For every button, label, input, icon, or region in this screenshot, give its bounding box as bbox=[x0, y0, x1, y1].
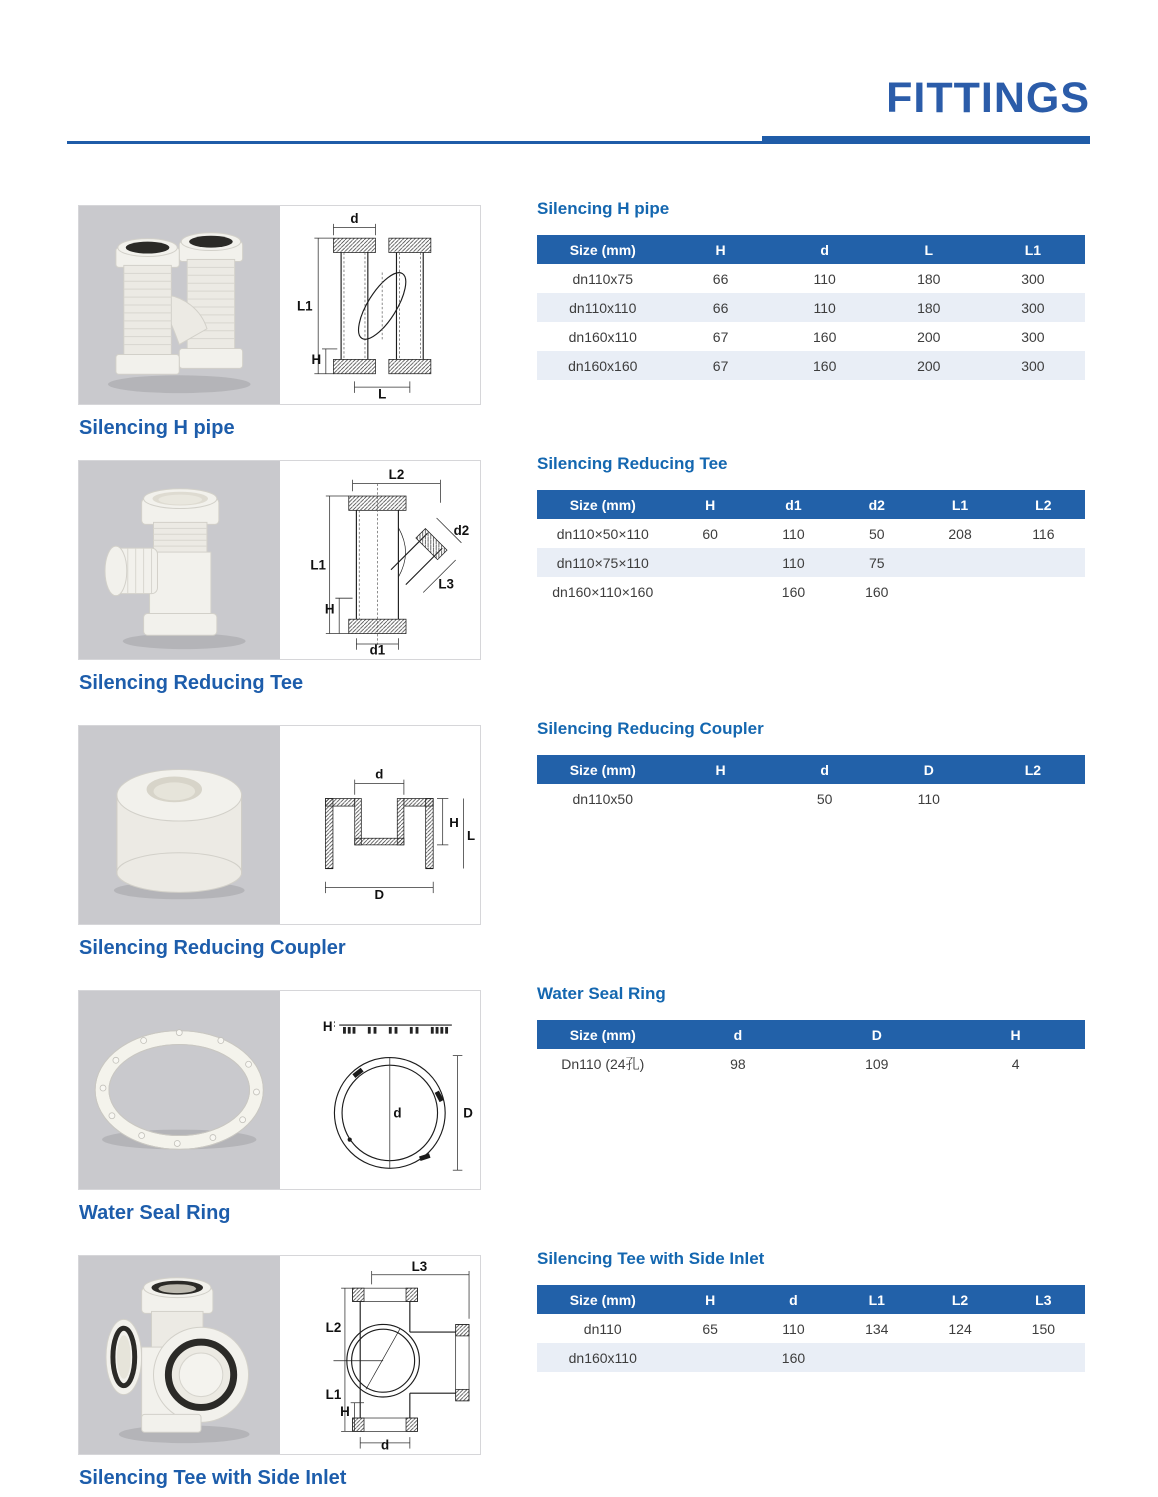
table-cell: dn110×50×110 bbox=[556, 525, 649, 542]
product-photo bbox=[79, 461, 280, 659]
coupler-photo-image bbox=[79, 726, 280, 924]
column-header: d bbox=[669, 1020, 808, 1049]
table-cell: dn110x75 bbox=[572, 270, 633, 287]
table-cell: 124 bbox=[948, 1320, 972, 1337]
table-cell: 160 bbox=[865, 583, 889, 600]
table-cell: 300 bbox=[1021, 357, 1045, 374]
product-figure bbox=[78, 990, 481, 1190]
table-cell bbox=[669, 1343, 752, 1372]
table-row bbox=[537, 322, 1085, 351]
dimension-label: L2 bbox=[325, 1320, 341, 1336]
section-title: Silencing Reducing Coupler bbox=[537, 719, 764, 738]
product-caption: Silencing Reducing Coupler bbox=[79, 937, 346, 959]
dimension-label: d bbox=[380, 1437, 389, 1453]
spec-table bbox=[537, 1020, 1085, 1078]
table-cell: 110 bbox=[782, 1320, 805, 1337]
column-header: Size (mm) bbox=[537, 755, 669, 784]
table-cell: 134 bbox=[865, 1320, 889, 1337]
column-header: Size (mm) bbox=[537, 1285, 669, 1314]
spec-table bbox=[537, 235, 1085, 380]
column-header: H bbox=[669, 1285, 752, 1314]
table-row bbox=[537, 577, 1085, 606]
table-cell: 50 bbox=[816, 790, 833, 807]
header-rule-accent bbox=[762, 136, 1090, 144]
table-row bbox=[537, 1314, 1085, 1343]
dimension-label: H bbox=[339, 1404, 350, 1420]
product-figure bbox=[78, 460, 481, 660]
table-cell: 160 bbox=[813, 328, 837, 345]
table-cell: dn110x110 bbox=[569, 299, 637, 316]
reducing-tee-photo-image bbox=[79, 461, 280, 659]
table-cell: 67 bbox=[712, 357, 729, 374]
column-header: H bbox=[946, 1020, 1085, 1049]
column-header: D bbox=[807, 1020, 946, 1049]
table-cell bbox=[835, 1343, 918, 1372]
column-header: L3 bbox=[1002, 1285, 1085, 1314]
dimension-label: L bbox=[466, 828, 475, 844]
table-cell: dn160×110×160 bbox=[552, 583, 654, 600]
column-header: L2 bbox=[918, 1285, 1001, 1314]
product-photo bbox=[79, 991, 280, 1189]
table-cell: dn160x160 bbox=[568, 357, 638, 374]
dimension-label: L3 bbox=[437, 576, 454, 592]
table-cell bbox=[1002, 577, 1085, 606]
table-cell bbox=[918, 548, 1001, 577]
table-cell: 160 bbox=[781, 1349, 806, 1366]
table-cell bbox=[918, 577, 1001, 606]
dimension-label: d bbox=[392, 1105, 402, 1121]
column-header: d2 bbox=[835, 490, 918, 519]
table-cell: 110 bbox=[782, 554, 805, 571]
tee-side-inlet-diagram bbox=[280, 1256, 481, 1454]
section-water-seal-ring bbox=[0, 984, 1158, 1240]
table-cell: 180 bbox=[917, 270, 941, 287]
dimension-label: H bbox=[324, 601, 334, 617]
tee-side-inlet-photo-image bbox=[79, 1256, 280, 1454]
table-cell: 98 bbox=[730, 1055, 746, 1072]
table-cell: 300 bbox=[1021, 270, 1045, 287]
table-row bbox=[537, 519, 1085, 548]
product-diagram bbox=[280, 206, 481, 404]
h-pipe-photo-image bbox=[79, 206, 280, 404]
table-cell bbox=[981, 784, 1085, 813]
dimension-label: d bbox=[349, 210, 359, 226]
page-title: FITTINGS bbox=[886, 74, 1090, 122]
dimension-label: D bbox=[374, 886, 384, 902]
column-header: H bbox=[669, 755, 773, 784]
section-silencing-reducing-tee bbox=[0, 454, 1158, 710]
table-row bbox=[537, 351, 1085, 380]
table-row bbox=[537, 293, 1085, 322]
product-photo bbox=[79, 206, 280, 404]
table-cell: 75 bbox=[868, 554, 885, 571]
dimension-label: L1 bbox=[325, 1386, 341, 1402]
table-cell: dn160x110 bbox=[568, 328, 637, 345]
spec-table bbox=[537, 490, 1085, 606]
table-cell: dn110x50 bbox=[572, 790, 633, 807]
dimension-label: D bbox=[462, 1105, 473, 1121]
table-cell: 67 bbox=[712, 328, 729, 345]
column-header: H bbox=[669, 235, 773, 264]
table-cell: 66 bbox=[712, 299, 729, 316]
product-caption: Water Seal Ring bbox=[79, 1202, 231, 1224]
dimension-label: L3 bbox=[411, 1258, 427, 1274]
h-pipe-diagram bbox=[280, 206, 481, 404]
spec-table bbox=[537, 1285, 1085, 1372]
table-cell: 300 bbox=[1021, 299, 1045, 316]
table-cell: 65 bbox=[702, 1320, 718, 1337]
column-header: d bbox=[752, 1285, 835, 1314]
table-cell: 66 bbox=[712, 270, 729, 287]
table-cell: 60 bbox=[702, 525, 718, 542]
product-diagram bbox=[280, 726, 481, 924]
table-cell: 160 bbox=[813, 357, 837, 374]
table-cell: Dn110 (24孔) bbox=[561, 1055, 645, 1072]
dimension-label: L bbox=[377, 386, 386, 402]
table-cell bbox=[918, 1343, 1001, 1372]
table-cell: 110 bbox=[813, 299, 836, 316]
product-diagram bbox=[280, 1256, 481, 1454]
product-figure bbox=[78, 725, 481, 925]
column-header: L1 bbox=[835, 1285, 918, 1314]
dimension-label: L1 bbox=[296, 298, 313, 314]
spec-table bbox=[537, 755, 1085, 813]
column-header: H bbox=[669, 490, 752, 519]
product-caption: Silencing H pipe bbox=[79, 417, 235, 439]
table-cell: dn110×75×110 bbox=[556, 554, 649, 571]
table-cell: 4 bbox=[1011, 1055, 1020, 1072]
dimension-label: d1 bbox=[369, 642, 385, 658]
column-header: L2 bbox=[981, 755, 1085, 784]
table-row bbox=[537, 784, 1085, 813]
column-header: d1 bbox=[752, 490, 835, 519]
table-cell: 300 bbox=[1021, 328, 1045, 345]
table-cell: 50 bbox=[868, 525, 885, 542]
section-title: Silencing Reducing Tee bbox=[537, 454, 728, 473]
table-row bbox=[537, 264, 1085, 293]
table-cell bbox=[669, 548, 752, 577]
header-rule bbox=[67, 141, 1090, 144]
coupler-diagram bbox=[280, 726, 481, 924]
product-figure bbox=[78, 205, 481, 405]
ring-photo-image bbox=[79, 991, 280, 1189]
column-header: d bbox=[773, 235, 877, 264]
reducing-tee-diagram bbox=[280, 461, 481, 659]
dimension-label: H bbox=[322, 1018, 333, 1034]
table-cell: 180 bbox=[917, 299, 941, 316]
product-caption: Silencing Reducing Tee bbox=[79, 672, 304, 694]
dimension-label: H bbox=[310, 352, 321, 368]
dimension-label: H bbox=[448, 814, 459, 830]
column-header: Size (mm) bbox=[537, 235, 669, 264]
ring-diagram bbox=[280, 991, 481, 1189]
table-row bbox=[537, 548, 1085, 577]
table-cell bbox=[669, 784, 773, 813]
table-cell: 150 bbox=[1031, 1320, 1056, 1337]
column-header: D bbox=[877, 755, 981, 784]
section-title: Water Seal Ring bbox=[537, 984, 666, 1003]
section-title: Silencing Tee with Side Inlet bbox=[537, 1249, 765, 1268]
product-photo bbox=[79, 1256, 280, 1454]
column-header: Size (mm) bbox=[537, 490, 669, 519]
column-header: L2 bbox=[1002, 490, 1085, 519]
column-header: Size (mm) bbox=[537, 1020, 669, 1049]
section-silencing-reducing-coupler bbox=[0, 719, 1158, 975]
table-row bbox=[537, 1049, 1085, 1078]
product-photo bbox=[79, 726, 280, 924]
table-cell: 160 bbox=[781, 583, 806, 600]
table-cell: 116 bbox=[1032, 525, 1055, 542]
table-cell: 110 bbox=[813, 270, 836, 287]
dimension-label: L2 bbox=[388, 466, 404, 482]
section-title: Silencing H pipe bbox=[537, 199, 670, 218]
dimension-label: d bbox=[374, 766, 383, 782]
dimension-label: d2 bbox=[453, 523, 469, 539]
table-cell bbox=[1002, 1343, 1085, 1372]
product-diagram bbox=[280, 991, 481, 1189]
column-header: L1 bbox=[918, 490, 1001, 519]
table-cell: 200 bbox=[917, 357, 941, 374]
table-cell: 110 bbox=[917, 790, 940, 807]
column-header: L1 bbox=[981, 235, 1085, 264]
table-cell: 110 bbox=[782, 525, 805, 542]
table-cell: 208 bbox=[948, 525, 972, 542]
column-header: d bbox=[773, 755, 877, 784]
product-diagram bbox=[280, 461, 481, 659]
table-cell: 200 bbox=[917, 328, 941, 345]
table-cell: dn160x110 bbox=[568, 1349, 637, 1366]
product-figure bbox=[78, 1255, 481, 1455]
table-cell bbox=[669, 577, 752, 606]
table-row bbox=[537, 1343, 1085, 1372]
table-cell bbox=[1002, 548, 1085, 577]
section-silencing-tee-side-inlet bbox=[0, 1249, 1158, 1497]
product-caption: Silencing Tee with Side Inlet bbox=[79, 1467, 347, 1489]
table-cell: dn110 bbox=[583, 1320, 622, 1337]
column-header: L bbox=[877, 235, 981, 264]
table-cell: 109 bbox=[865, 1055, 889, 1072]
dimension-label: L1 bbox=[309, 557, 326, 573]
section-silencing-h-pipe bbox=[0, 199, 1158, 455]
